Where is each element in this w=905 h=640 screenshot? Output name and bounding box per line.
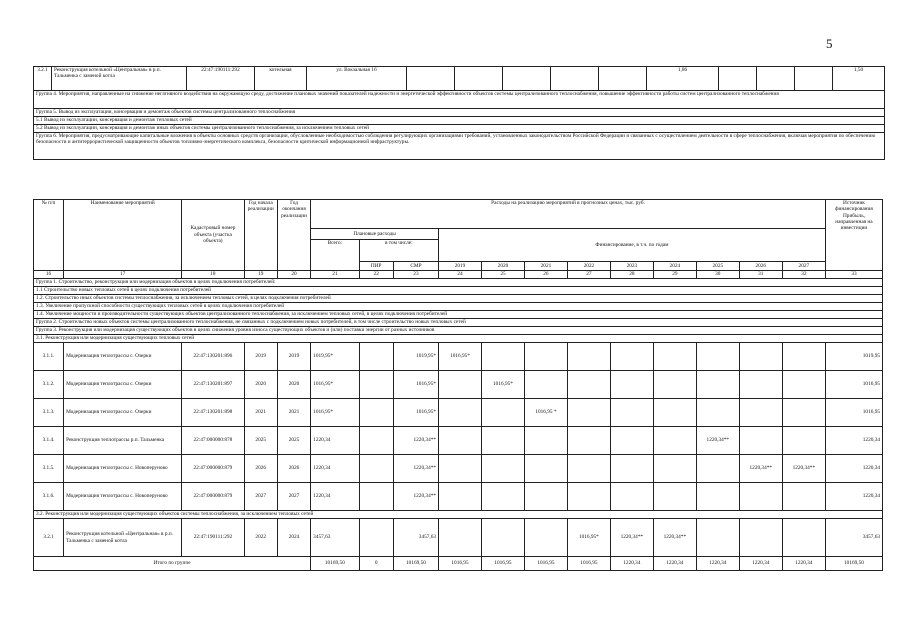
header-year: 2019 [439, 262, 482, 271]
section-label: 1.1 Строительство новых тепловых сетей в целях подключения потребителей [34, 287, 883, 295]
header-year: 2022 [567, 262, 610, 271]
section-row [34, 295, 883, 303]
row-year-value [782, 483, 825, 511]
row-year-value [739, 427, 782, 455]
total-year-value: 1016,95 [524, 557, 567, 571]
column-numbers-row [34, 271, 883, 279]
row-year-value [739, 519, 782, 557]
page-number: 5 [826, 36, 833, 51]
header-end: Год окончания реализации [277, 200, 310, 271]
row-total: 1016,95* [311, 371, 359, 399]
row-year-value [610, 427, 653, 455]
row-year-value [653, 427, 696, 455]
row-year-value [782, 427, 825, 455]
section-label: Группа 6. Мероприятия, предусматривающие капитальные вложения в объекты основных средств организации, обусловленные необходимостью соблюдения регулирующих организациями требований, установленных законодательством Российской Федерации и связанных с осуществлением деятельности в сфере теплоснабжения, включая мероприятия по обеспечению безопасности и антитеррористической защищенности объектов топливно-энергетического комплекса, безопасности критической информационной инфраструктуры. [34, 133, 885, 160]
row-pir [359, 483, 393, 511]
row-name: Модернизация теплотрассы с. Озерки [64, 399, 182, 427]
row-year-value [739, 371, 782, 399]
row-year-value [524, 371, 567, 399]
row-num: 3.1.3. [34, 399, 64, 427]
row-cadastral: 22:47:000000:879 [182, 455, 244, 483]
row-name: Модернизация теплотрассы с. Озерки [64, 343, 182, 371]
row-pir [359, 427, 393, 455]
row-year-value [739, 343, 782, 371]
row-year-value [696, 399, 739, 427]
row-total: 1220,34 [311, 455, 359, 483]
row-year-value [653, 371, 696, 399]
section-row [34, 125, 885, 133]
table-row [34, 519, 883, 557]
row-year-value [439, 455, 482, 483]
row-pir [359, 519, 393, 557]
row-source: 1019,95 [825, 343, 882, 371]
row-year-value [481, 399, 524, 427]
column-number: 25 [481, 271, 524, 279]
row-year-value: 1220,34** [696, 427, 739, 455]
total-year-value: 1220,34 [653, 557, 696, 571]
header-pir: ПИР [359, 262, 393, 271]
row-start-year: 2027 [244, 483, 277, 511]
row-year-value [782, 343, 825, 371]
column-number: 17 [64, 271, 182, 279]
row-year-value [739, 483, 782, 511]
row-year-value [567, 483, 610, 511]
column-number: 22 [359, 271, 393, 279]
row-name: Модернизация теплотрассы с. Озерки [64, 371, 182, 399]
table-row [34, 427, 883, 455]
section-row [34, 327, 883, 335]
table-row [34, 399, 883, 427]
row-year-value [696, 343, 739, 371]
row-start-year: 2019 [244, 343, 277, 371]
row-end-year: 2021 [277, 399, 310, 427]
row-start-year: 2021 [244, 399, 277, 427]
row-smr: 1019,95* [393, 343, 438, 371]
row-year-value [610, 399, 653, 427]
header-smr: СМР [393, 262, 438, 271]
header-cadastral: Кадастровый номер объекта (участка объекта) [182, 200, 244, 271]
row-year-value [696, 519, 739, 557]
column-number: 23 [393, 271, 438, 279]
section-label: Группа 4. Мероприятия, направленные на снижение негативного воздействия на окружающую среду, достижение плановых значений показателей надежности и энергетической эффективности объектов системы централизованного теплоснабжения, повышение эффективности работы систем централизованного теплоснабжения [34, 91, 885, 109]
row-year-value [439, 371, 482, 399]
row-total: 1220,34 [311, 483, 359, 511]
header-incl: в том числе: [359, 240, 439, 262]
row-year-value [653, 455, 696, 483]
section-row [34, 279, 883, 287]
row-year-value [567, 343, 610, 371]
row-year-value [610, 483, 653, 511]
row-val2: 1,50 [833, 67, 885, 91]
row-year-value [439, 427, 482, 455]
section-row [34, 109, 885, 117]
table-row [34, 455, 883, 483]
row-cadastral: 22:47:000000:879 [182, 483, 244, 511]
row-smr: 1220,34** [393, 455, 438, 483]
header-year: 2027 [782, 262, 825, 271]
column-number: 26 [524, 271, 567, 279]
row-total: 1019,95* [311, 343, 359, 371]
row-year-value [524, 427, 567, 455]
column-number: 20 [277, 271, 310, 279]
column-number: 24 [439, 271, 482, 279]
row-pir [359, 343, 393, 371]
header-year: 2021 [524, 262, 567, 271]
total-pir: 0 [359, 557, 393, 571]
row-source: 1220,34 [825, 483, 882, 511]
header-row [34, 200, 883, 229]
row-address: ул. Вокзальная 16 [307, 67, 407, 91]
row-year-value: 1016,95* [481, 371, 524, 399]
top-table-row [34, 67, 885, 91]
row-smr: 1220,34** [393, 427, 438, 455]
row-end-year: 2020 [277, 371, 310, 399]
row-year-value: 1016,95* [567, 519, 610, 557]
row-start-year: 2025 [244, 427, 277, 455]
row-year-value [481, 427, 524, 455]
row-source: 1220,34 [825, 455, 882, 483]
total-source: 10169,50 [825, 557, 882, 571]
header-expenses: Расходы на реализацию мероприятий в прогнозных ценах, тыс. руб. [311, 200, 826, 229]
row-year-value [567, 371, 610, 399]
row-year-value [739, 399, 782, 427]
column-number: 27 [567, 271, 610, 279]
header-start: Год начала реализации [244, 200, 277, 271]
row-name: Модернизация теплотрассы с. Новоперуново [64, 483, 182, 511]
row-year-value [567, 455, 610, 483]
section-label: 3.1. Реконструкция или модернизация существующих тепловых сетей [34, 335, 883, 343]
table-row [34, 371, 883, 399]
row-pir [359, 455, 393, 483]
section-row [34, 91, 885, 109]
row-total: 1016,95* [311, 399, 359, 427]
table-row [34, 343, 883, 371]
row-year-value [610, 343, 653, 371]
header-planned: Плановые расходы [311, 229, 439, 240]
section-row [34, 117, 885, 125]
row-num: 3.1.6. [34, 483, 64, 511]
total-year-value: 1220,34 [610, 557, 653, 571]
row-start-year: 2026 [244, 455, 277, 483]
row-source: 3457,63 [825, 519, 882, 557]
row-total: 1220,34 [311, 427, 359, 455]
row-end-year: 2027 [277, 483, 310, 511]
header-total: Всего: [311, 240, 359, 271]
row-num: 3.2.1 [34, 519, 64, 557]
total-label: Итого по группе [34, 557, 311, 571]
row-year-value [653, 483, 696, 511]
total-year-value: 1220,34 [696, 557, 739, 571]
section-label: 3.2. Реконструкция или модернизация существующих объектов системы теплоснабжения, за исключением тепловых сетей [34, 511, 883, 519]
header-num: № п/п [34, 200, 64, 271]
row-year-value: 1220,34** [653, 519, 696, 557]
header-year: 2020 [481, 262, 524, 271]
section-row [34, 335, 883, 343]
row-year-value [524, 343, 567, 371]
section-label: Группа 5. Вывод из эксплуатации, консервация и демонтаж объектов системы централизованного теплоснабжения [34, 109, 885, 117]
row-smr: 1016,95* [393, 371, 438, 399]
total-year-value: 1016,95 [567, 557, 610, 571]
row-num: 3.1.2. [34, 371, 64, 399]
total-year-value: 1016,95 [439, 557, 482, 571]
section-label: Группа 1. Строительство, реконструкция или модернизация объектов в целях подключения потребителей: [34, 279, 883, 287]
section-row [34, 287, 883, 295]
row-source: 1220,34 [825, 427, 882, 455]
row-year-value: 1016,95* [439, 343, 482, 371]
total-smr: 10169,50 [393, 557, 438, 571]
column-number: 29 [653, 271, 696, 279]
column-number: 33 [825, 271, 882, 279]
column-number: 16 [34, 271, 64, 279]
row-year-value [524, 519, 567, 557]
row-start-year: 2020 [244, 371, 277, 399]
main-table [33, 199, 883, 571]
header-year: 2023 [610, 262, 653, 271]
row-num: 3.1.1. [34, 343, 64, 371]
column-number: 30 [696, 271, 739, 279]
section-row [34, 311, 883, 319]
row-cadastral: 22:47:190111:292 [187, 67, 255, 91]
top-table [33, 66, 885, 160]
row-pir [359, 371, 393, 399]
row-year-value [481, 483, 524, 511]
header-source: Источник финансирования Прибыль, направленная на инвестиции [825, 200, 882, 271]
section-row [34, 133, 885, 160]
section-row [34, 303, 883, 311]
row-year-value [524, 483, 567, 511]
header-year: 2026 [739, 262, 782, 271]
row-year-value [439, 519, 482, 557]
row-cadastral: 22:47:190111:292 [182, 519, 244, 557]
row-val1: 1,86 [647, 67, 719, 91]
column-number: 31 [739, 271, 782, 279]
section-row [34, 319, 883, 327]
section-row [34, 511, 883, 519]
row-year-value [481, 519, 524, 557]
row-year-value [782, 399, 825, 427]
row-year-value [567, 427, 610, 455]
row-end-year: 2019 [277, 343, 310, 371]
row-cadastral: 22:47:130201:898 [182, 399, 244, 427]
row-year-value [610, 455, 653, 483]
header-year: 2025 [696, 262, 739, 271]
total-year-value: 1220,34 [782, 557, 825, 571]
row-object: котельная [255, 67, 307, 91]
row-year-value [524, 455, 567, 483]
row-source: 1016,95 [825, 371, 882, 399]
row-year-value [782, 371, 825, 399]
total-row [34, 557, 883, 571]
row-year-value [782, 519, 825, 557]
row-cadastral: 22:47:130201:896 [182, 343, 244, 371]
header-financing: Финансирование, в т.ч. по годам [439, 229, 826, 262]
row-year-value: 1220,34** [782, 455, 825, 483]
total-year-value: 1220,34 [739, 557, 782, 571]
row-source: 1016,95 [825, 399, 882, 427]
column-number: 19 [244, 271, 277, 279]
row-name: Реконструкция котельной «Центральная» в р.п. Тальменка с заменой котла [64, 519, 182, 557]
row-total: 3457,63 [311, 519, 359, 557]
column-number: 18 [182, 271, 244, 279]
row-year-value [481, 343, 524, 371]
row-year-value [696, 483, 739, 511]
row-end-year: 2025 [277, 427, 310, 455]
row-num: 3.1.5. [34, 455, 64, 483]
row-smr: 3457,63 [393, 519, 438, 557]
row-year-value [439, 483, 482, 511]
total-year-value: 1016,95 [481, 557, 524, 571]
table-row [34, 483, 883, 511]
row-year-value [439, 399, 482, 427]
header-name: Наименование мероприятий [64, 200, 182, 271]
row-end-year: 2026 [277, 455, 310, 483]
row-year-value: 1016,95 * [524, 399, 567, 427]
row-year-value [653, 399, 696, 427]
column-number: 32 [782, 271, 825, 279]
section-label: Группа 3. Реконструкция или модернизация существующих объектов в целях снижения уровня износа существующих объектов и (или) поставки энергии от разных источников [34, 327, 883, 335]
row-num: 3.2.1 [34, 67, 52, 91]
row-num: 3.1.4. [34, 427, 64, 455]
row-smr: 1016,95* [393, 399, 438, 427]
total-sum: 10169,50 [311, 557, 359, 571]
row-pir [359, 399, 393, 427]
section-label: 1.3. Увеличение пропускной способности существующих тепловых сетей в целях подключения потребителей [34, 303, 883, 311]
column-number: 28 [610, 271, 653, 279]
row-year-value [481, 455, 524, 483]
row-year-value [567, 399, 610, 427]
row-name: Реконструкция теплотрассы р.п. Тальменка [64, 427, 182, 455]
row-cadastral: 22:47:000000:878 [182, 427, 244, 455]
section-label: 1.2. Строительство иных объектов системы теплоснабжения, за исключением тепловых сетей, в целях подключения потребителей [34, 295, 883, 303]
row-year-value: 1220,34** [739, 455, 782, 483]
row-start-year: 2022 [244, 519, 277, 557]
row-end-year: 2024 [277, 519, 310, 557]
row-year-value [653, 343, 696, 371]
row-year-value [610, 371, 653, 399]
section-label: 1.4. Увеличение мощности и производительности существующих объектов централизованного теплоснабжения, за исключением тепловых сетей, в целях подключения потребителей [34, 311, 883, 319]
header-year: 2024 [653, 262, 696, 271]
column-number: 21 [311, 271, 359, 279]
row-year-value: 1220,34** [610, 519, 653, 557]
row-smr: 1220,34** [393, 483, 438, 511]
section-label: 5.1 Вывод из эксплуатации, консервация и демонтаж тепловых сетей [34, 117, 885, 125]
row-name: Реконструкция котельной «Центральная» в р.п. Тальменка с заменой котла [52, 67, 187, 91]
row-cadastral: 22:47:130201:897 [182, 371, 244, 399]
row-name: Модернизация теплотрассы с. Новоперуново [64, 455, 182, 483]
row-year-value [696, 371, 739, 399]
row-year-value [696, 455, 739, 483]
section-label: 5.2 Вывод из эксплуатации, консервация и демонтаж иных объектов системы централизованного теплоснабжения, за исключением тепловых сетей [34, 125, 885, 133]
section-label: Группа 2. Строительство новых объектов системы централизованного теплоснабжения, не связанных с подключением новых потребителей, в том числе строительство новых тепловых сетей [34, 319, 883, 327]
